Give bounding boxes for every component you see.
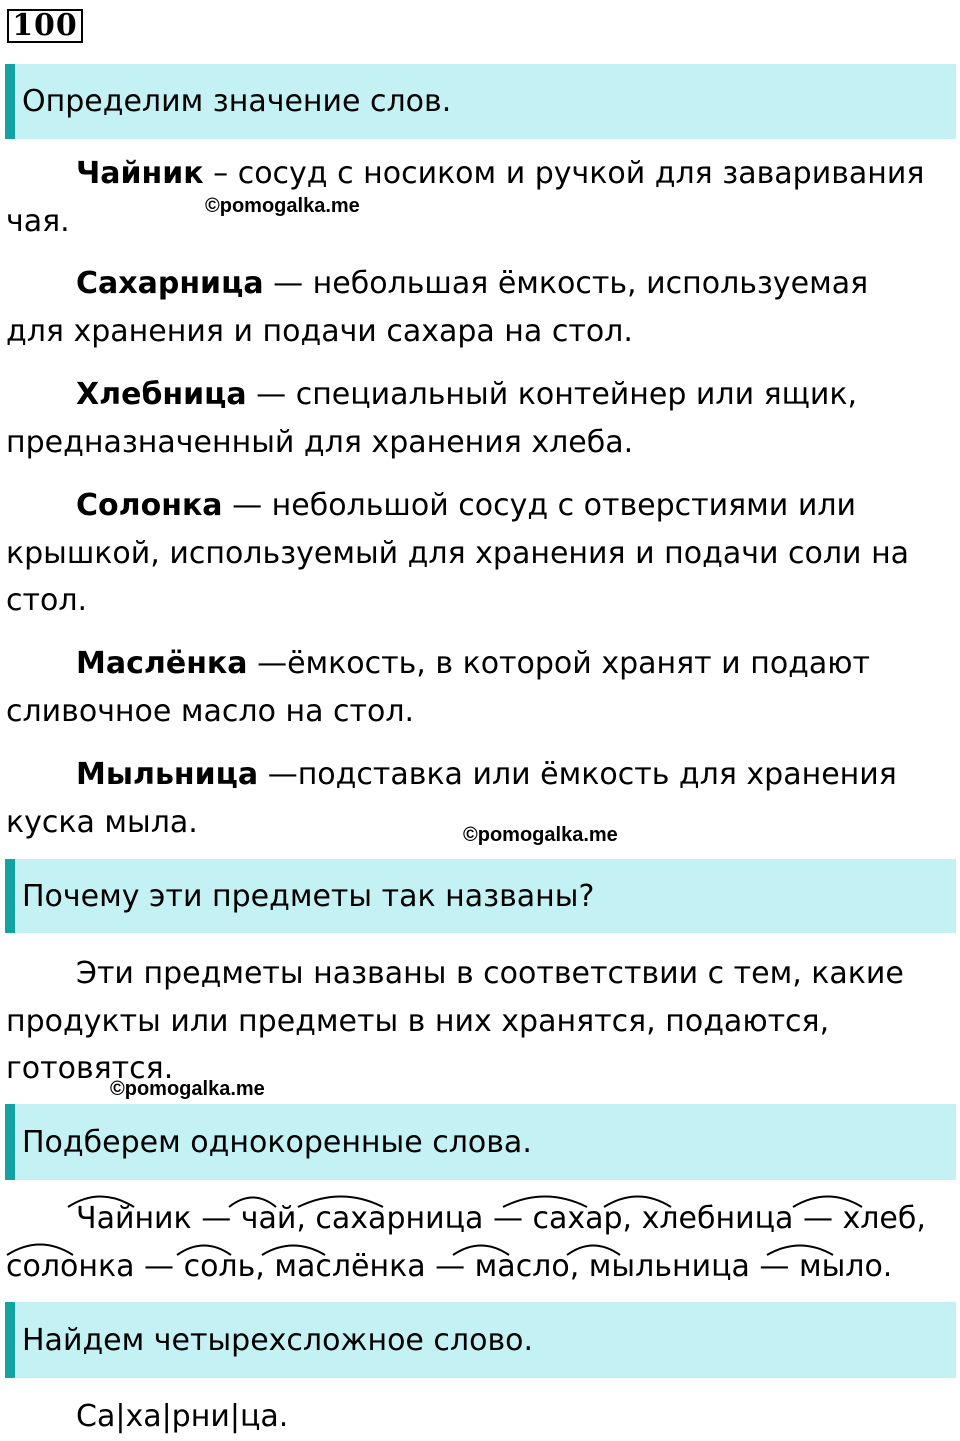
definition-maslyonka xyxy=(6,640,926,735)
section-heading-text: Определим значение слов. xyxy=(22,84,452,119)
definition-text: —подставка или ёмкость для хранения куска мыла. xyxy=(6,757,897,840)
definition-text: — небольшая ёмкость, используемая для хранения и подачи сахара на стол. xyxy=(6,266,869,349)
term: Сахарница xyxy=(76,266,264,301)
syllables-word: Са|ха|рни|ца. xyxy=(76,1399,289,1434)
explanation-text: Эти предметы названы в соответствии с тем, какие продукты или предметы в них хранятся, подаются, готовятся. xyxy=(6,956,904,1086)
definition-khlebnitsa xyxy=(6,371,926,466)
section-heading-naming xyxy=(5,859,956,933)
root-words-line: солонка — соль, маслёнка — масло, мыльница — мыло. xyxy=(6,1248,893,1284)
explanation-paragraph xyxy=(6,950,926,1093)
definition-sakharnitsa xyxy=(6,260,926,355)
section-heading-root-words xyxy=(5,1104,956,1180)
term: Чайник xyxy=(76,156,204,191)
watermark: ©pomogalka.me xyxy=(110,1078,265,1100)
term: Маслёнка xyxy=(76,646,248,681)
root-words-paragraph xyxy=(6,1195,926,1290)
term: Мыльница xyxy=(76,757,259,792)
root-words-line: Чайник — чай, сахарница — сахар, хлебница — хлеб, xyxy=(76,1201,926,1236)
definition-text: —ёмкость, в которой хранят и подают сливочное масло на стол. xyxy=(6,646,871,729)
section-heading-text: Почему эти предметы так названы? xyxy=(22,878,595,914)
term: Солонка xyxy=(76,488,223,523)
definition-text: – сосуд с носиком и ручкой для заваривания чая. xyxy=(6,156,925,239)
section-heading-text: Подберем однокоренные слова. xyxy=(22,1124,532,1160)
term: Хлебница xyxy=(76,377,247,412)
watermark: ©pomogalka.me xyxy=(463,824,618,846)
section-heading-text: Найдем четырехсложное слово. xyxy=(22,1322,534,1358)
definition-text: — небольшой сосуд с отверстиями или крышкой, используемый для хранения и подачи соли на стол. xyxy=(6,488,910,618)
watermark: ©pomogalka.me xyxy=(205,195,360,217)
syllables-paragraph xyxy=(6,1393,926,1441)
definition-solonka xyxy=(6,482,926,625)
exercise-number: 100 xyxy=(7,9,83,43)
definition-chainik xyxy=(6,150,926,245)
definition-text: — специальный контейнер или ящик, предназначенный для хранения хлеба. xyxy=(6,377,858,460)
section-heading-meanings xyxy=(5,64,956,139)
section-heading-syllables xyxy=(5,1302,956,1378)
